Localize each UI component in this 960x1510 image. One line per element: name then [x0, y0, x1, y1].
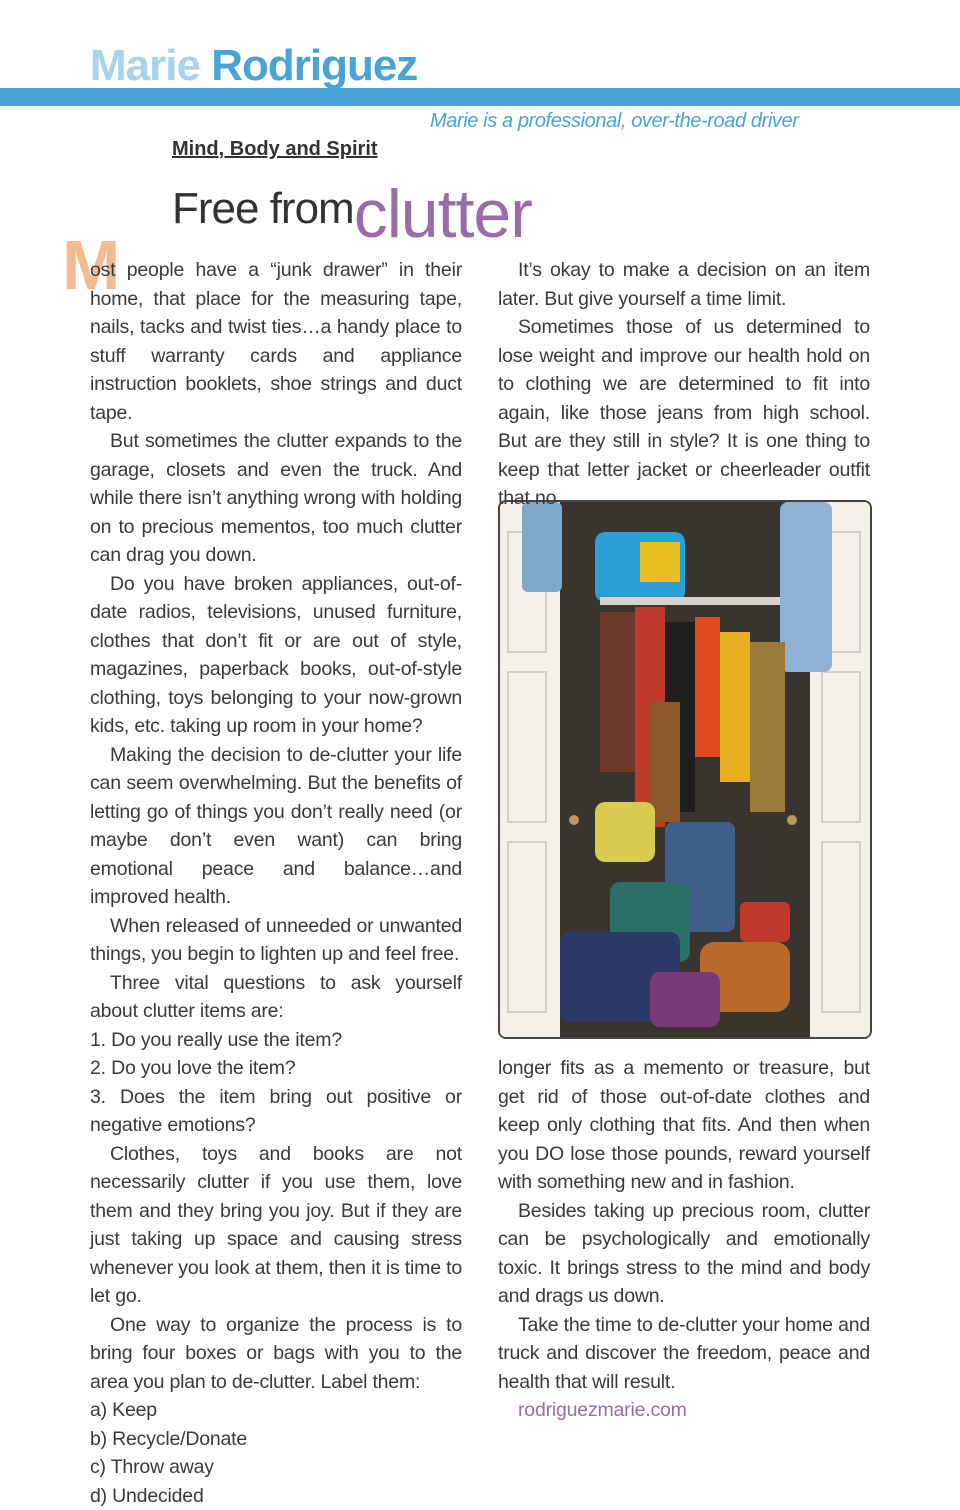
paragraph: Besides taking up precious room, clutter can be psychologically and emotionally toxic. It brings stress to the mind and body and drags us down.	[498, 1197, 870, 1311]
paragraph: But sometimes the clutter expands to the garage, closets and even the truck. And while there isn’t anything wrong with holding on to precious mementos, too much clutter can drag you down.	[90, 427, 462, 570]
paragraph: When released of unneeded or unwanted things, you begin to lighten up and feel free.	[90, 912, 462, 969]
article-column-1	[90, 256, 462, 1510]
paragraph: Take the time to de-clutter your home and truck and discover the freedom, peace and health that will result.	[498, 1311, 870, 1397]
closet-illustration	[500, 502, 870, 1037]
title-part-free-from: Free from	[172, 184, 354, 233]
question-item: 2. Do you love the item?	[90, 1054, 462, 1083]
paragraph: Sometimes those of us determined to lose weight and improve our health hold on to clothing we are determined to fit into again, like those jeans from high school. But are they still in style? It is one thing to keep that letter jacket or cheerleader outfit that no	[498, 313, 870, 513]
label-item: b) Recycle/Donate	[90, 1425, 462, 1454]
article-column-2-bottom	[498, 1054, 870, 1425]
paragraph: Making the decision to de-clutter your life can seem overwhelming. But the benefits of letting go of things you don’t really need (or maybe don’t even want) can bring emotional peace and balance…and improved health.	[90, 741, 462, 912]
paragraph: ost people have a “junk drawer” in their home, that place for the measuring tape, nails, tacks and twist ties…a handy place to stuff warranty cards and appliance instruction booklets, shoe strings and duct tape.	[90, 256, 462, 427]
label-item: c) Throw away	[90, 1453, 462, 1482]
section-kicker: Mind, Body and Spirit	[172, 138, 378, 161]
author-name	[90, 44, 417, 88]
website-link[interactable]: rodriguezmarie.com	[498, 1396, 870, 1425]
paragraph: Clothes, toys and books are not necessarily clutter if you use them, love them and they bring you joy. But if they are just taking up space and causing stress whenever you look at them, then it is time to let go.	[90, 1140, 462, 1311]
drop-cap: M	[62, 230, 120, 300]
label-item: d) Undecided	[90, 1482, 462, 1510]
question-item: 3. Does the item bring out positive or negative emotions?	[90, 1083, 462, 1140]
paragraph: longer fits as a memento or treasure, but get rid of those out-of-date clothes and keep only clothing that fits. And then when you DO lose those pounds, reward yourself with something new and in fashion.	[498, 1054, 870, 1197]
author-last-name: Rodriguez	[211, 41, 417, 90]
paragraph: Three vital questions to ask yourself about clutter items are:	[90, 969, 462, 1026]
paragraph: Do you have broken appliances, out-of-date radios, televisions, unused furniture, clothes that don’t fit or are out of style, magazines, paperback books, out-of-style clothing, toys belonging to your now-grown kids, etc. taking up room in your home?	[90, 570, 462, 741]
paragraph: It’s okay to make a decision on an item later. But give yourself a time limit.	[498, 256, 870, 313]
closet-photo	[498, 500, 872, 1039]
header-band	[0, 88, 960, 106]
paragraph: One way to organize the process is to bring four boxes or bags with you to the area you plan to de-clutter. Label them:	[90, 1311, 462, 1397]
article-column-2-top	[498, 256, 870, 513]
author-first-name: Marie	[90, 41, 200, 90]
question-item: 1. Do you really use the item?	[90, 1026, 462, 1055]
author-tagline: Marie is a professional, over-the-road driver	[430, 110, 850, 133]
label-item: a) Keep	[90, 1396, 462, 1425]
title-part-clutter: clutter	[354, 176, 532, 252]
article-title	[172, 166, 532, 234]
